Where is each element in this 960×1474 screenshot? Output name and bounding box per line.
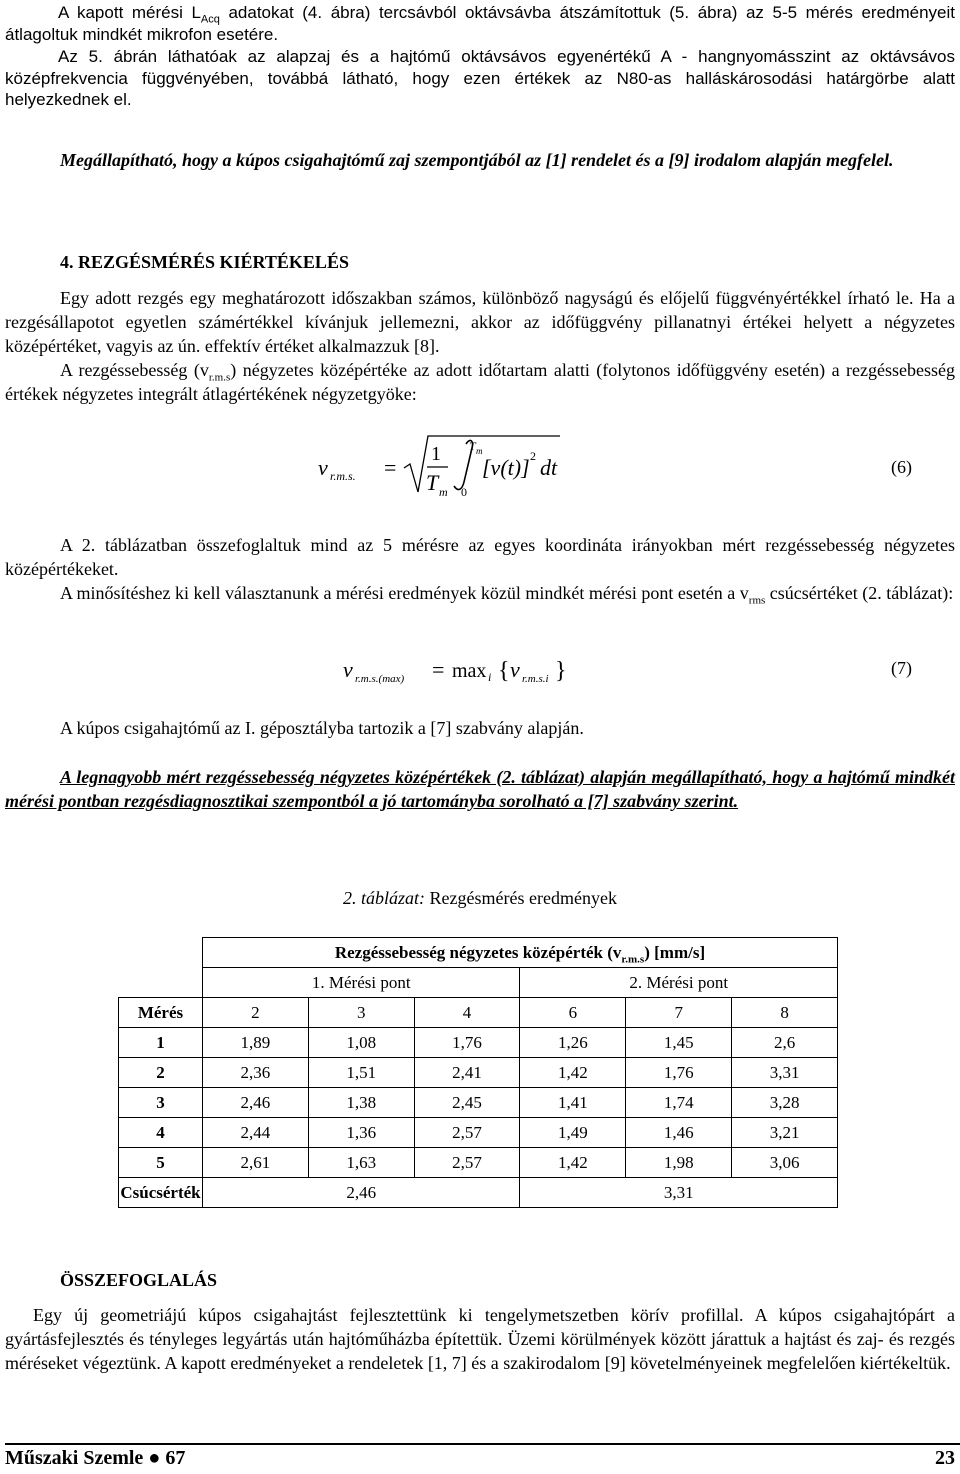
- equation-7: [0, 650, 960, 690]
- table-cell: 3,31: [732, 1058, 838, 1088]
- table-cell: 2,57: [414, 1148, 520, 1178]
- table-cell: 1,98: [626, 1148, 732, 1178]
- table-col-header: 7: [626, 998, 732, 1028]
- intro-paragraph-2: [5, 46, 955, 111]
- table-caption-label: 2. táblázat:: [343, 888, 426, 908]
- eq7-arg-v: v: [510, 657, 520, 682]
- eq7-lhs-sub: r.m.s.(max): [355, 673, 405, 685]
- intro-paragraph-2-text: Az 5. ábrán láthatóak az alapzaj és a hajtómű oktávsávos egyenértékű A - hangnyomásszint az oktávsávos középfrekvencia függvényében, továbbá látható, hogy ezen értékek az N80-as halláskárosodási határgörbe alatt helyezkednek el.: [5, 47, 955, 109]
- table-col-header: 3: [308, 998, 414, 1028]
- table-cell: 1,36: [308, 1118, 414, 1148]
- table-cell: 1,38: [308, 1088, 414, 1118]
- table-peak-1: 2,46: [202, 1178, 519, 1208]
- table-cell: 3,28: [732, 1088, 838, 1118]
- eq7-max: max: [452, 660, 487, 682]
- table-point-1: 1. Mérési pont: [202, 968, 519, 998]
- intro-conclusion: [5, 148, 955, 172]
- intro-text-b: adatokat (4. ábra) tercsávból oktávsávba átszámítottuk (5. ábra) az 5-5 mérés eredményeit átlagoltuk mindkét mikrofon esetére.: [5, 3, 956, 44]
- intro-text-a: A kapott mérési L: [58, 3, 201, 22]
- eq6-numerator: 1: [431, 443, 441, 465]
- eq6-upper: T: [469, 439, 476, 453]
- eq6-lower: 0: [461, 485, 467, 499]
- table-peak-row: [119, 1178, 838, 1208]
- intro-paragraph-1: [5, 2, 955, 46]
- table-caption-text: Rezgésmérés eredmények: [425, 888, 617, 908]
- table-peak-2: 3,31: [520, 1178, 838, 1208]
- eq7-arg-sub: r.m.s.i: [522, 673, 549, 685]
- table-cell: 1,45: [626, 1028, 732, 1058]
- footer-divider: [5, 1443, 960, 1445]
- equation-7-number: (7): [891, 658, 912, 678]
- table-row: [119, 1148, 838, 1178]
- table-header-row-1: [119, 938, 838, 968]
- table-columns-row: [119, 998, 838, 1028]
- table-header-title: Rezgéssebesség négyzetes középérték $(v_{r.m.s})$ [mm/s]: [202, 938, 837, 968]
- footer-page-number: 23: [935, 1447, 955, 1469]
- eq7-lhs-v: v: [343, 657, 353, 682]
- table-cell: 2,46: [202, 1088, 308, 1118]
- results-table: [118, 937, 838, 1208]
- table-cell: 1,76: [626, 1058, 732, 1088]
- table-cell: 1,46: [626, 1118, 732, 1148]
- table-cell: 1,89: [202, 1028, 308, 1058]
- table-row-id: 1: [119, 1028, 203, 1058]
- eq6-body: [v(t)]: [482, 455, 530, 480]
- section-4-paragraph-5: [5, 716, 955, 740]
- eq7-open: {: [498, 658, 510, 684]
- table-cell: 2,41: [414, 1058, 520, 1088]
- table-row-id: 2: [119, 1058, 203, 1088]
- table-cell: 2,61: [202, 1148, 308, 1178]
- table-cell: 2,36: [202, 1058, 308, 1088]
- eq6-upper-sub: m: [476, 446, 483, 456]
- table-cell: 1,42: [520, 1148, 626, 1178]
- table-row: [119, 1028, 838, 1058]
- table-cell: 1,76: [414, 1028, 520, 1058]
- table-col-header: 6: [520, 998, 626, 1028]
- equation-6: [0, 430, 960, 500]
- table-cell: 1,08: [308, 1028, 414, 1058]
- eq6-square: 2: [530, 449, 536, 463]
- section-4-paragraph-4: A minősítéshez ki kell választanunk a mérési eredmények közül mindkét mérési pont esetén a $v_{rms}$ csúcsértéket (2. táblázat):: [60, 583, 954, 607]
- equation-6-number: (6): [891, 457, 912, 477]
- table-row-id: 5: [119, 1148, 203, 1178]
- table-cell: 1,74: [626, 1088, 732, 1118]
- summary-body: [5, 1303, 955, 1375]
- eq7-max-sub: i: [488, 670, 492, 684]
- table-cell: 1,49: [520, 1118, 626, 1148]
- section-4-paragraph-2: A rezgéssebesség $(v_{r.m.s})$ négyzetes középértéke az adott időtartam alatti (folytonos időfüggvény esetén) a rezgéssebesség értékek négyzetes integrált átlagértékének négyzetgyöke:: [5, 360, 956, 404]
- table-col-header: 2: [202, 998, 308, 1028]
- table-cell: 3,21: [732, 1118, 838, 1148]
- table-col-header: 8: [732, 998, 838, 1028]
- table-cell: 2,45: [414, 1088, 520, 1118]
- equation-6-svg: [0, 430, 960, 500]
- section-4-paragraph-5-text: A kúpos csigahajtómű az I. géposztályba tartozik a [7] szabvány alapján.: [60, 718, 584, 738]
- table-cell: 1,26: [520, 1028, 626, 1058]
- eq6-dt: dt: [540, 455, 558, 480]
- eq6-lhs-sub: r.m.s.: [330, 469, 356, 483]
- table-row: [119, 1118, 838, 1148]
- table-caption: [0, 888, 960, 909]
- table-cell: 1,63: [308, 1148, 414, 1178]
- table-row-id: 4: [119, 1118, 203, 1148]
- section-4-title: 4. REZGÉSMÉRÉS KIÉRTÉKELÉS: [60, 252, 349, 272]
- table-cell: 3,06: [732, 1148, 838, 1178]
- intro-conclusion-text: Megállapítható, hogy a kúpos csigahajtómű zaj szempontjából az [1] rendelet és a [9] irodalom alapján megfelel.: [60, 150, 894, 170]
- summary-text: Egy új geometriájú kúpos csigahajtást fejlesztettünk ki tengelymetszetben körív profillal. A kúpos csigahajtópárt a gyártásfejlesztés és tényleges legyártás után hajtóműházba építettük. Üzemi körülmények között járattuk a hajtást és zaj- és rezgés méréseket végeztünk. A kapott eredményeket a rendeletek [1, 7] és a szakirodalom [9] követelményeinek megfelelően kiértékeltük.: [5, 1305, 955, 1373]
- footer-journal: Műszaki Szemle ● 67: [5, 1447, 186, 1469]
- table-cell: 1,42: [520, 1058, 626, 1088]
- table-cell: 1,41: [520, 1088, 626, 1118]
- section-4-body-2: [5, 533, 955, 605]
- section-4-body: [5, 286, 955, 406]
- equation-7-svg: [0, 650, 960, 690]
- section-4-paragraph-3: A 2. táblázatban összefoglaltuk mind az 5 mérésre az egyes koordináta irányokban mért rezgéssebesség négyzetes középértékeket.: [5, 535, 955, 579]
- table-peak-label: Csúcsérték: [119, 1178, 203, 1208]
- table-cell: 2,44: [202, 1118, 308, 1148]
- section-4-conclusion: [5, 765, 955, 813]
- eq6-denominator: T: [426, 470, 439, 495]
- table-cell: 2,6: [732, 1028, 838, 1058]
- table-row-id: 3: [119, 1088, 203, 1118]
- table-point-2: 2. Mérési pont: [520, 968, 838, 998]
- section-4-conclusion-text: A legnagyobb mért rezgéssebesség négyzetes középértékek (2. táblázat) alapján megállapítható, hogy a hajtómű mindkét mérési pontban rezgésdiagnosztikai szempontból a jó tartományba sorolható a [7] szabvány szerint.: [5, 767, 955, 811]
- table-header-row-2: [119, 968, 838, 998]
- summary-title: ÖSSZEFOGLALÁS: [60, 1270, 218, 1290]
- table-col-header: 4: [414, 998, 520, 1028]
- table-cell: 1,51: [308, 1058, 414, 1088]
- eq7-close: }: [555, 658, 567, 684]
- table-row: [119, 1088, 838, 1118]
- table-cell: 2,57: [414, 1118, 520, 1148]
- eq7-equals: =: [432, 657, 445, 682]
- eq6-equals: =: [384, 455, 397, 480]
- eq6-den-sub: m: [439, 485, 448, 499]
- section-4-paragraph-1: Egy adott rezgés egy meghatározott időszakban számos, különböző nagyságú és előjelű függvényértékkel írható le. Ha a rezgésállapotot egyetlen számértékkel kívánjuk jellemezni, akkor az időfüggvény pillanatnyi értékei helyett a négyzetes középértéket, vagyis az ún. effektív értéket alkalmazzuk [8].: [5, 288, 955, 356]
- eq6-lhs-v: v: [318, 455, 328, 480]
- intro-sub: Acq: [200, 13, 220, 26]
- table-row: [119, 1058, 838, 1088]
- table-col-label: Mérés: [119, 998, 203, 1028]
